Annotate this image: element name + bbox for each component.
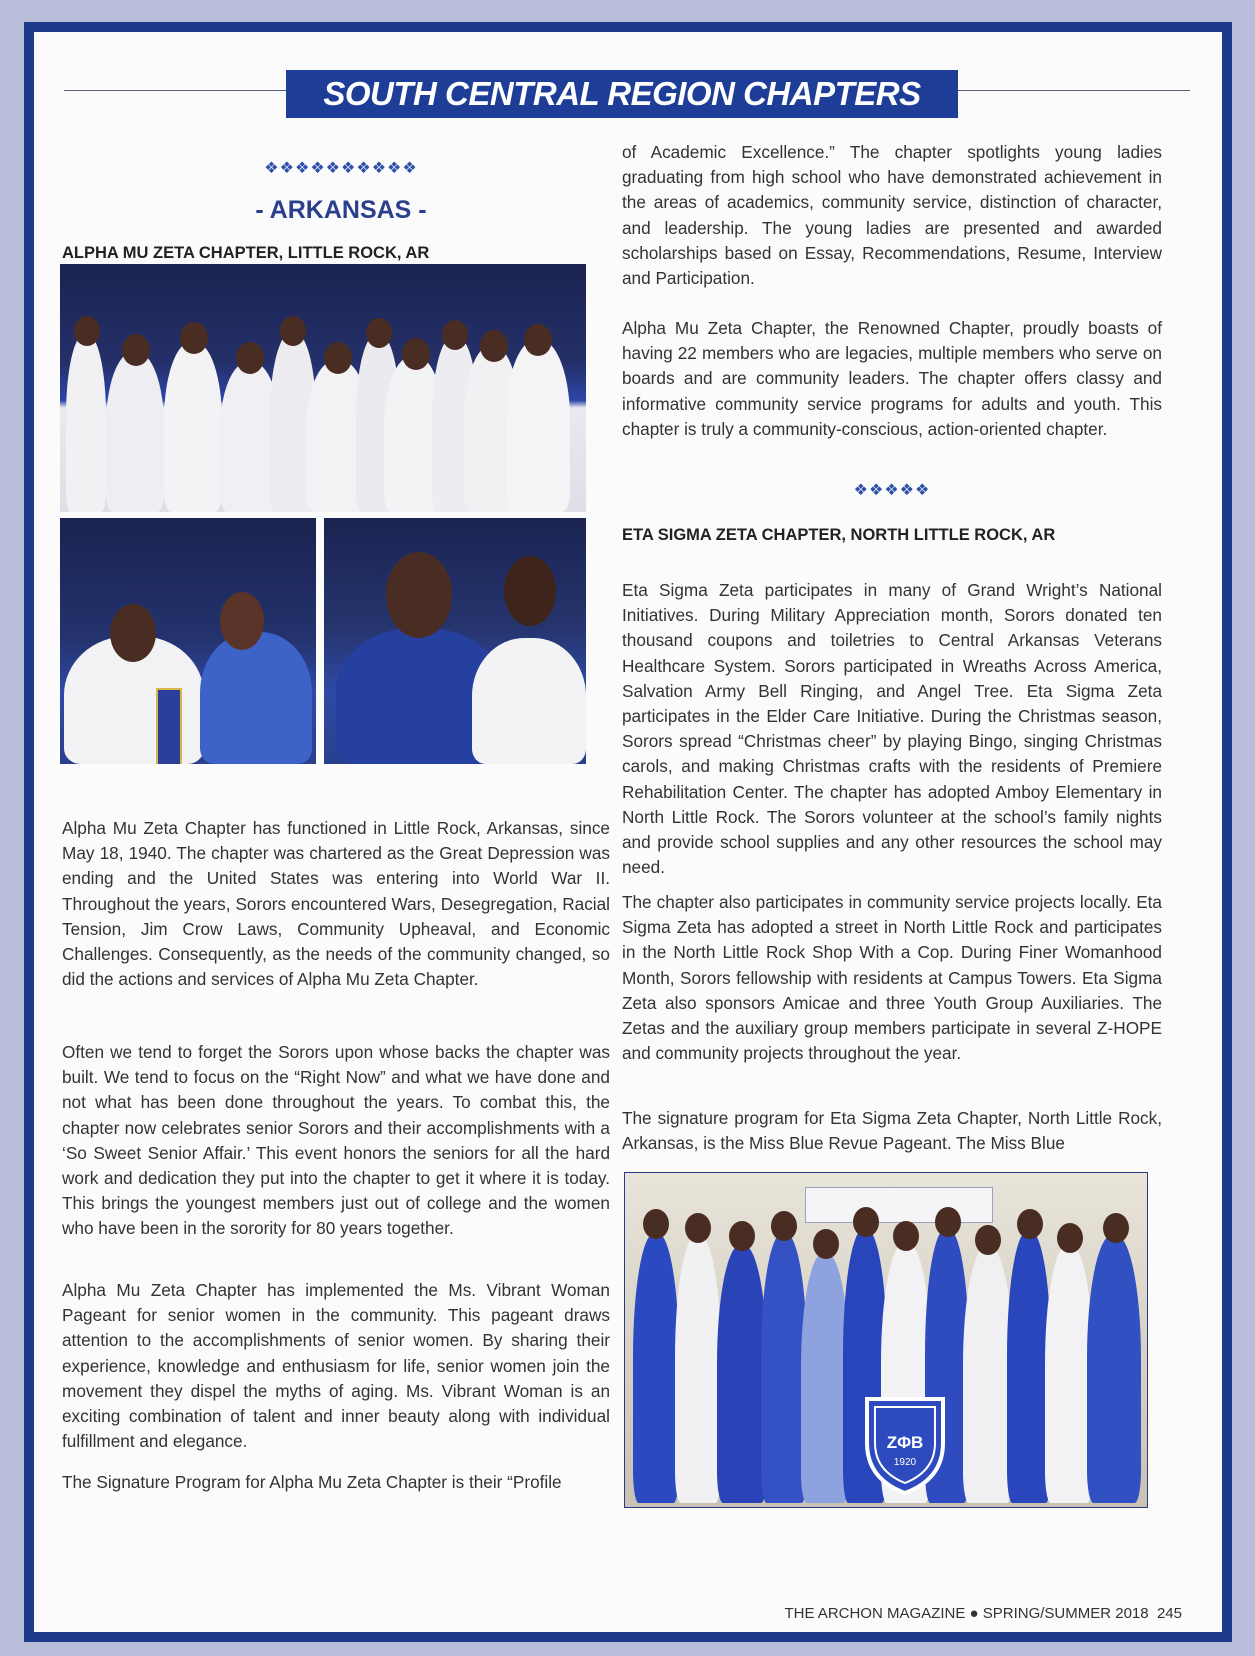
header-rule-left: [64, 90, 286, 91]
group-photo-white-dresses: [60, 264, 586, 512]
crest-letters: ΖΦΒ: [886, 1433, 924, 1452]
paragraph-history: Alpha Mu Zeta Chapter has functioned in Little Rock, Arkansas, since May 18, 1940. The chapter was chartered as the Great Depression was ending and the United States was entering into World War II. Throughout the years, Sorors encountered Wars, Desegregation, Racial Tension, Jim Crow Laws, Community Upheaval, and Economic Challenges. Consequently, as the needs of the community changed, so did the actions and services of Alpha Mu Zeta Chapter.: [62, 818, 610, 990]
paragraph-community-projects: The chapter also participates in community service projects locally. Eta Sigma Zeta has adopted a street in North Little Rock and participates in the North Little Rock Shop With a Cop. During Finer Womanhood Month, Sorors fellowship with residents at Campus Towers. Eta Sigma Zeta also sponsors Amicae and three Youth Group Auxiliaries. The Zetas and the auxiliary group members participate in several Z-HOPE and community projects throughout the year.: [622, 892, 1162, 1064]
zeta-crest-emblem: [861, 1393, 949, 1497]
page-border: [24, 22, 1232, 1642]
ornament-row: ❖❖❖❖❖❖❖❖❖❖: [264, 160, 418, 177]
paragraph-renowned-chapter: Alpha Mu Zeta Chapter, the Renowned Chapter, proudly boasts of having 22 members who are legacies, multiple members who serve on boards and are community leaders. The chapter offers classy and informative community service programs for adults and youth. This chapter is truly a community-conscious, action-oriented chapter.: [622, 318, 1162, 439]
paragraph-academic-excellence: of Academic Excellence.” The chapter spotlights young ladies graduating from high school who have demonstrated achievement in the areas of academics, community service, distinction of character, and leadership. The young ladies are presented and awarded scholarships based on Essay, Recommendations, Resume, Interview and Participation.: [622, 142, 1162, 289]
group-photo-blue-outfits: [624, 1172, 1148, 1508]
paragraph-miss-blue-revue: The signature program for Eta Sigma Zeta Chapter, North Little Rock, Arkansas, is the Miss Blue Revue Pageant. The Miss Blue: [622, 1108, 1162, 1154]
section-banner: SOUTH CENTRAL REGION CHAPTERS: [286, 70, 958, 118]
photo-two-sorors: [324, 518, 586, 764]
paragraph-signature-program: The Signature Program for Alpha Mu Zeta Chapter is their “Profile: [62, 1472, 562, 1492]
header-rule-right: [958, 90, 1190, 91]
crest-year: 1920: [893, 1457, 917, 1468]
chapter-heading-alpha-mu-zeta: ALPHA MU ZETA CHAPTER, LITTLE ROCK, AR: [62, 244, 430, 262]
magazine-page: [34, 32, 1222, 1632]
page-footer: [784, 1605, 1182, 1622]
paragraph-national-initiatives: Eta Sigma Zeta participates in many of Grand Wright’s National Initiatives. During Military Appreciation month, Sorors donated ten thousand coupons and toiletries to Central Arkansas Veterans Healthcare System. Sorors participated in Wreaths Across America, Salvation Army Bell Ringing, and Angel Tree. Eta Sigma Zeta participates in the Elder Care Initiative. During the Christmas season, Sorors spread “Christmas cheer” by playing Bingo, singing Christmas carols, and making Christmas crafts with the residents of Premiere Rehabilitation Center. The chapter has adopted Amboy Elementary in North Little Rock. The Sorors volunteer at the school’s family nights and provide school supplies and any other resources the school may need.: [622, 580, 1162, 878]
ornament-divider: ❖❖❖❖❖: [853, 482, 931, 499]
footer-issue: SPRING/SUMMER 2018: [982, 1605, 1149, 1622]
footer-magazine: THE ARCHON MAGAZINE: [784, 1605, 966, 1622]
state-heading: - ARKANSAS -: [255, 196, 427, 224]
chapter-heading-eta-sigma-zeta: ETA SIGMA ZETA CHAPTER, NORTH LITTLE ROCK, AR: [622, 526, 1056, 544]
paragraph-senior-affair: Often we tend to forget the Sorors upon whose backs the chapter was built. We tend to focus on the “Right Now” and what we have done and not what has been done throughout the years. To combat this, the chapter now celebrates senior Sorors and their accomplishments with a ‘So Sweet Senior Affair.’ This event honors the seniors for all the hard work and dedication they put into the chapter to get it where it is today. This brings the youngest members just out of college and the women who have been in the sorority for 80 years together.: [62, 1042, 610, 1239]
paragraph-vibrant-woman: Alpha Mu Zeta Chapter has implemented the Ms. Vibrant Woman Pageant for senior women in the community. This pageant draws attention to the accomplishments of senior women. By sharing their experience, knowledge and enthusiasm for life, senior women join the movement they dispel the myths of aging. Ms. Vibrant Woman is an exciting combination of talent and inner beauty along with individual fulfillment and elegance.: [62, 1280, 610, 1452]
footer-page-number: 245: [1156, 1605, 1182, 1622]
footer-bullet: ●: [969, 1605, 979, 1622]
photo-award-presentation: [60, 518, 316, 764]
